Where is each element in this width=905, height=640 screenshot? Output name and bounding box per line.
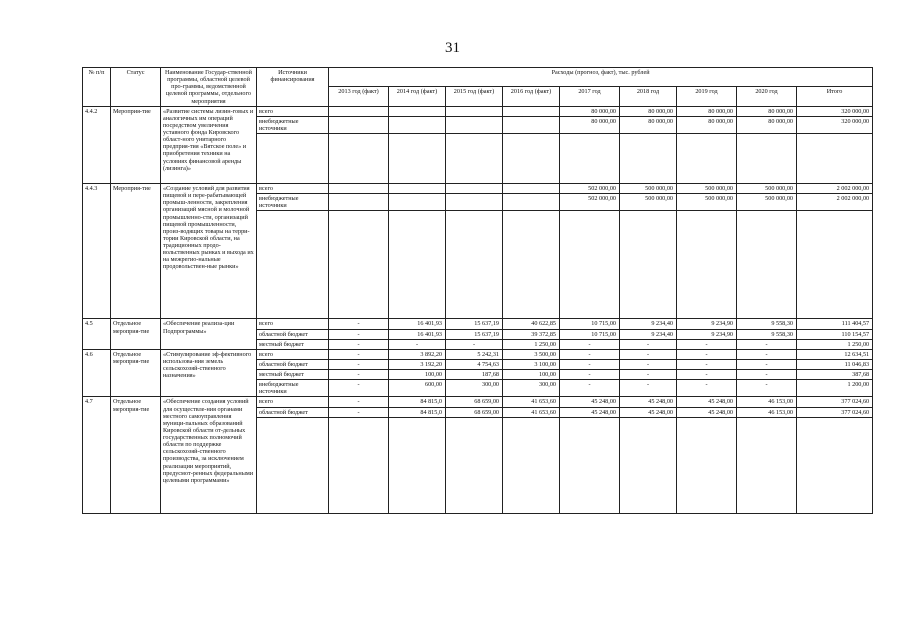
row-year-value: 9 558,30 — [737, 319, 797, 329]
header-name: Наименование Государ-ственной программы, областной целевой про-граммы, ведомственной целевой программы, отдельного мероприятия — [161, 68, 257, 107]
row-year-value: 45 248,00 — [677, 397, 737, 407]
row-year-value: 45 248,00 — [560, 397, 620, 407]
row-year-value: - — [560, 359, 620, 369]
row-year-value: 39 372,85 — [503, 329, 560, 339]
table-body — [83, 106, 873, 513]
row-source: областной бюджет — [257, 359, 329, 369]
row-year-value — [503, 184, 560, 194]
row-total-value: 1 200,00 — [797, 380, 873, 397]
row-year-value: - — [560, 380, 620, 397]
row-year-value: 16 401,93 — [389, 329, 446, 339]
row-year-value: 502 000,00 — [560, 194, 620, 211]
row-year-value: - — [737, 370, 797, 380]
row-year-value: - — [329, 397, 389, 407]
row-source: всего — [257, 184, 329, 194]
header-year: 2014 год (факт) — [389, 87, 446, 106]
row-status: Мероприя-тие — [111, 106, 161, 183]
row-total-value: 1 250,00 — [797, 339, 873, 349]
row-year-value — [446, 194, 503, 211]
row-year-value — [503, 194, 560, 211]
row-year-value: 16 401,93 — [389, 319, 446, 329]
row-year-value: 10 715,00 — [560, 319, 620, 329]
empty-cell — [329, 134, 389, 184]
row-name: «Обеспечение реализа-ции Подпрограммы» — [161, 319, 257, 349]
row-year-value: 45 248,00 — [620, 397, 677, 407]
row-total-value: 320 000,00 — [797, 116, 873, 133]
row-year-value: - — [677, 380, 737, 397]
header-total: Итого — [797, 87, 873, 106]
empty-cell — [737, 134, 797, 184]
row-year-value: - — [329, 370, 389, 380]
row-year-value: 84 815,0 — [389, 397, 446, 407]
row-status: Отдельное мероприя-тие — [111, 319, 161, 349]
row-year-value — [329, 116, 389, 133]
row-year-value: 187,68 — [446, 370, 503, 380]
row-total-value: 320 000,00 — [797, 106, 873, 116]
table-row — [83, 106, 873, 116]
row-name: «Стимулирование эф-фективного использова-ния земель сельскохозяй-ственного назначения» — [161, 349, 257, 397]
empty-cell — [677, 417, 737, 513]
header-year: 2013 год (факт) — [329, 87, 389, 106]
row-year-value: - — [389, 339, 446, 349]
empty-cell — [446, 211, 503, 319]
row-year-value: 10 715,00 — [560, 329, 620, 339]
empty-cell — [560, 211, 620, 319]
row-source: областной бюджет — [257, 407, 329, 417]
empty-cell — [677, 134, 737, 184]
row-year-value: - — [620, 349, 677, 359]
row-year-value: 80 000,00 — [677, 106, 737, 116]
row-source: всего — [257, 397, 329, 407]
row-year-value — [389, 184, 446, 194]
row-year-value: - — [560, 370, 620, 380]
row-name: «Развитие системы лизин-говых и аналогичных им операций посредством увеличения уставного фонда Кировского област-ного унитарного предприя-тия «Вятское поле» и приобретения техники на условиях финансовой аренды (лизинга)» — [161, 106, 257, 183]
budget-table — [82, 67, 873, 514]
row-year-value — [503, 116, 560, 133]
row-year-value: - — [737, 349, 797, 359]
empty-cell — [560, 417, 620, 513]
row-source: внебюджетные источники — [257, 194, 329, 211]
row-year-value — [329, 194, 389, 211]
header-year: 2020 год — [737, 87, 797, 106]
row-year-value: 45 248,00 — [677, 407, 737, 417]
row-year-value: 500 000,00 — [620, 184, 677, 194]
empty-cell — [446, 134, 503, 184]
row-year-value: - — [329, 339, 389, 349]
row-year-value: 500 000,00 — [737, 184, 797, 194]
row-year-value: 80 000,00 — [560, 116, 620, 133]
empty-cell — [389, 417, 446, 513]
row-year-value — [446, 184, 503, 194]
row-year-value: 80 000,00 — [620, 106, 677, 116]
row-source: областной бюджет — [257, 329, 329, 339]
row-year-value: 80 000,00 — [737, 106, 797, 116]
page-number: 31 — [445, 40, 460, 56]
empty-cell — [257, 211, 329, 319]
row-year-value — [329, 184, 389, 194]
row-year-value: 502 000,00 — [560, 184, 620, 194]
row-source: внебюджетные источники — [257, 116, 329, 133]
row-year-value: 300,00 — [446, 380, 503, 397]
empty-cell — [503, 211, 560, 319]
header-row-1 — [83, 68, 873, 87]
row-year-value: 100,00 — [389, 370, 446, 380]
header-year: 2019 год — [677, 87, 737, 106]
row-number: 4.7 — [83, 397, 111, 513]
row-source: местный бюджет — [257, 339, 329, 349]
row-total-value: 377 024,60 — [797, 407, 873, 417]
row-year-value: 3 500,00 — [503, 349, 560, 359]
row-year-value: - — [446, 339, 503, 349]
header-year: 2015 год (факт) — [446, 87, 503, 106]
empty-cell — [446, 417, 503, 513]
row-year-value: - — [677, 349, 737, 359]
header-status: Статус — [111, 68, 161, 107]
table-row — [83, 184, 873, 194]
row-year-value: 3 192,20 — [389, 359, 446, 369]
row-year-value: 1 250,00 — [503, 339, 560, 349]
row-year-value: 5 242,31 — [446, 349, 503, 359]
row-year-value — [446, 106, 503, 116]
row-year-value: 15 637,19 — [446, 319, 503, 329]
table-row — [83, 397, 873, 407]
row-status: Отдельное мероприя-тие — [111, 397, 161, 513]
row-year-value: - — [329, 349, 389, 359]
row-year-value: 84 815,0 — [389, 407, 446, 417]
row-year-value: - — [620, 359, 677, 369]
row-year-value: - — [737, 380, 797, 397]
row-year-value: 3 100,00 — [503, 359, 560, 369]
row-year-value — [389, 194, 446, 211]
row-year-value: 500 000,00 — [737, 194, 797, 211]
row-year-value: 3 892,20 — [389, 349, 446, 359]
row-year-value: - — [620, 339, 677, 349]
row-number: 4.5 — [83, 319, 111, 349]
table-row — [83, 319, 873, 329]
row-total-value: 387,68 — [797, 370, 873, 380]
empty-cell — [737, 211, 797, 319]
empty-cell — [257, 417, 329, 513]
row-year-value: - — [737, 359, 797, 369]
row-year-value: 9 234,90 — [677, 319, 737, 329]
empty-cell — [503, 417, 560, 513]
table-row — [83, 349, 873, 359]
row-number: 4.4.3 — [83, 184, 111, 319]
row-year-value: - — [329, 319, 389, 329]
row-year-value: - — [677, 370, 737, 380]
row-year-value: - — [329, 359, 389, 369]
header-year: 2016 год (факт) — [503, 87, 560, 106]
row-year-value: 4 754,63 — [446, 359, 503, 369]
row-total-value: 2 002 000,00 — [797, 184, 873, 194]
row-source: всего — [257, 319, 329, 329]
row-year-value: 15 637,19 — [446, 329, 503, 339]
row-name: «Создание условий для развития пищевой и пере-рабатывающей промыш-ленности, закрепления организаций мясной и молочной промышленно-сти, организаций пищевой промышленности, произ-водящих товары на терри-тории Кировской области, на традиционных продо-вольственных рынках и выхода их на межрегио-нальные продовольствен-ные рынки» — [161, 184, 257, 319]
row-source: внебюджетные источники — [257, 380, 329, 397]
row-year-value: 45 248,00 — [620, 407, 677, 417]
row-year-value: 9 558,30 — [737, 329, 797, 339]
row-year-value: 80 000,00 — [677, 116, 737, 133]
header-no: № п/п — [83, 68, 111, 107]
row-year-value: 300,00 — [503, 380, 560, 397]
empty-cell — [329, 417, 389, 513]
row-total-value: 2 002 000,00 — [797, 194, 873, 211]
row-year-value: - — [560, 339, 620, 349]
row-year-value: 46 153,00 — [737, 397, 797, 407]
row-year-value: 80 000,00 — [560, 106, 620, 116]
row-year-value: 100,00 — [503, 370, 560, 380]
row-year-value: - — [560, 349, 620, 359]
empty-cell — [620, 417, 677, 513]
empty-cell — [797, 211, 873, 319]
row-year-value — [329, 106, 389, 116]
row-year-value: 9 234,90 — [677, 329, 737, 339]
empty-cell — [677, 211, 737, 319]
row-total-value: 110 154,57 — [797, 329, 873, 339]
row-year-value: 500 000,00 — [620, 194, 677, 211]
empty-cell — [797, 134, 873, 184]
row-year-value: 68 659,00 — [446, 407, 503, 417]
row-total-value: 111 404,57 — [797, 319, 873, 329]
row-year-value: - — [620, 370, 677, 380]
empty-cell — [329, 211, 389, 319]
row-year-value: 80 000,00 — [737, 116, 797, 133]
row-year-value — [389, 106, 446, 116]
row-number: 4.6 — [83, 349, 111, 397]
row-year-value: - — [329, 407, 389, 417]
row-source: местный бюджет — [257, 370, 329, 380]
row-year-value: 500 000,00 — [677, 194, 737, 211]
row-year-value: 46 153,00 — [737, 407, 797, 417]
empty-cell — [620, 134, 677, 184]
row-year-value: - — [620, 380, 677, 397]
row-year-value: - — [737, 339, 797, 349]
empty-cell — [389, 134, 446, 184]
empty-cell — [620, 211, 677, 319]
row-year-value — [389, 116, 446, 133]
row-year-value: - — [329, 329, 389, 339]
header-source: Источники финансирования — [257, 68, 329, 107]
row-total-value: 377 024,60 — [797, 397, 873, 407]
row-total-value: 11 046,83 — [797, 359, 873, 369]
header-year: 2018 год — [620, 87, 677, 106]
row-source: всего — [257, 349, 329, 359]
row-name: «Обеспечение создания условий для осуществле-ния органами местного самоуправления муници-пальных образований Кировской области от-дельных государственных полномочий области по поддержке сельскохозяй-ственного производства, за исключением реализации мероприятий, предусмот-ренных федеральными целевыми программами» — [161, 397, 257, 513]
row-year-value: 40 622,85 — [503, 319, 560, 329]
row-year-value: 80 000,00 — [620, 116, 677, 133]
row-year-value: 41 653,60 — [503, 407, 560, 417]
empty-cell — [257, 134, 329, 184]
row-source: всего — [257, 106, 329, 116]
row-year-value: 68 659,00 — [446, 397, 503, 407]
row-year-value: - — [677, 359, 737, 369]
row-year-value: 9 234,40 — [620, 329, 677, 339]
row-status: Отдельное мероприя-тие — [111, 349, 161, 397]
header-year: 2017 год — [560, 87, 620, 106]
row-year-value — [503, 106, 560, 116]
row-year-value: - — [677, 339, 737, 349]
row-year-value: 600,00 — [389, 380, 446, 397]
empty-cell — [560, 134, 620, 184]
header-expenses: Расходы (прогноз, факт), тыс. рублей — [329, 68, 873, 87]
empty-cell — [737, 417, 797, 513]
row-year-value: - — [329, 380, 389, 397]
row-status: Мероприя-тие — [111, 184, 161, 319]
empty-cell — [389, 211, 446, 319]
row-year-value: 500 000,00 — [677, 184, 737, 194]
row-year-value — [446, 116, 503, 133]
row-year-value: 41 653,60 — [503, 397, 560, 407]
row-number: 4.4.2 — [83, 106, 111, 183]
row-year-value: 45 248,00 — [560, 407, 620, 417]
empty-cell — [503, 134, 560, 184]
row-total-value: 12 634,51 — [797, 349, 873, 359]
empty-cell — [797, 417, 873, 513]
row-year-value: 9 234,40 — [620, 319, 677, 329]
